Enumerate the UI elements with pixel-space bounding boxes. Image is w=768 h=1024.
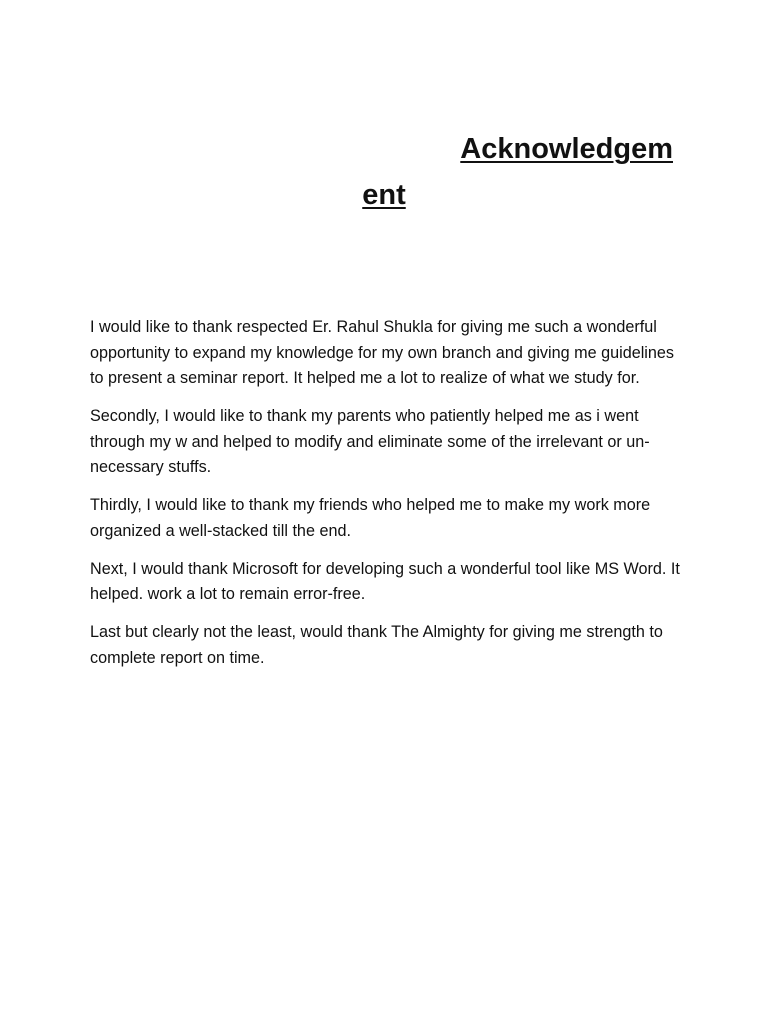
body-text	[90, 315, 682, 684]
paragraph-guide-thanks: I would like to thank respected Er. Rahul Shukla for giving me such a wonderful opportunity to expand my knowledge for my own branch and giving me guidelines to present a seminar report. It helped me a lot to realize of what we study for.	[90, 318, 674, 387]
page-title: Acknowledgem	[460, 133, 673, 165]
page-title-continued: ent	[362, 179, 406, 211]
paragraph-almighty-thanks: Last but clearly not the least, would thank The Almighty for giving me strength to complete report on time.	[90, 623, 663, 667]
paragraph-microsoft-thanks: Next, I would thank Microsoft for developing such a wonderful tool like MS Word. It helped. work a lot to remain error-free.	[90, 559, 680, 603]
paragraph-friends-thanks: Thirdly, I would like to thank my friends who helped me to make my work more organized a well-stacked till the end.	[90, 496, 651, 540]
paragraph-parents-thanks: Secondly, I would like to thank my parents who patiently helped me as i went through my w and helped to modify and eliminate some of the irrelevant or un-necessary stuffs.	[90, 407, 650, 476]
